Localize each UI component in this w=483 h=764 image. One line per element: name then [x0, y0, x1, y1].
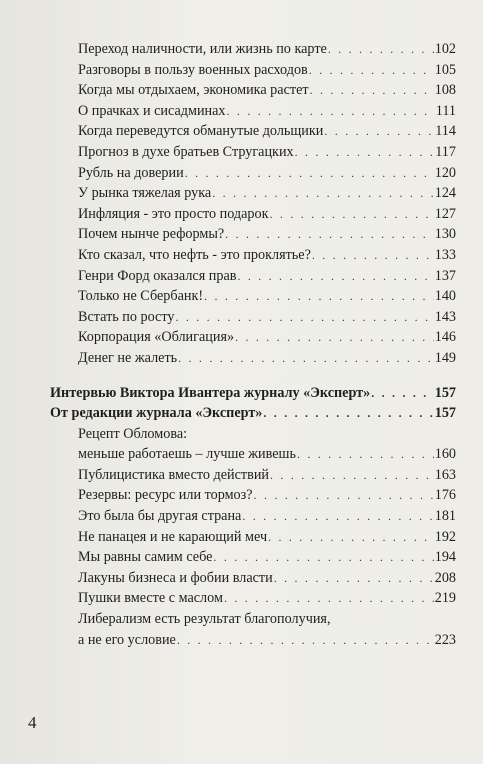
table-of-contents — [50, 39, 456, 650]
toc-entry-page: 176 — [434, 487, 456, 504]
toc-entry-title: Резервы: ресурс или тормоз? — [78, 487, 253, 504]
toc-entry-page: 108 — [434, 82, 456, 99]
toc-leader — [312, 245, 434, 266]
toc-entry-page: 194 — [434, 549, 456, 566]
toc-entry-title: а не его условие — [78, 631, 176, 648]
toc-leader — [254, 485, 434, 506]
toc-entry — [78, 142, 456, 163]
toc-leader — [225, 224, 434, 245]
toc-entry-title: Переход наличности, или жизнь по карте — [78, 41, 327, 57]
toc-leader — [263, 403, 433, 424]
toc-entry-page: 160 — [434, 446, 456, 463]
toc-entry-title: Пушки вместе с маслом — [78, 590, 223, 607]
toc-entry-title: Денег не жалеть — [78, 349, 178, 366]
toc-entry-title: Мы равны самим себе — [78, 549, 213, 566]
toc-entry-title: Почем нынче реформы? — [78, 226, 225, 243]
toc-leader — [235, 327, 434, 348]
page-number: 4 — [28, 713, 37, 732]
toc-leader — [242, 506, 433, 527]
toc-entry — [78, 348, 456, 369]
toc-leader — [297, 444, 434, 465]
toc-leader — [270, 204, 434, 225]
toc-entry-page: 149 — [434, 349, 456, 366]
toc-entry — [78, 80, 456, 101]
toc-entry-page: 208 — [434, 569, 456, 586]
toc-entry — [78, 547, 456, 568]
toc-leader — [224, 588, 434, 609]
toc-leader — [213, 547, 433, 568]
toc-section-page: 157 — [434, 384, 456, 401]
toc-entry-page: 140 — [434, 288, 456, 305]
toc-entry — [78, 224, 456, 245]
toc-entry-page: 105 — [434, 61, 456, 78]
toc-entry-page: 111 — [435, 102, 456, 119]
toc-entry-oblomov-line1 — [78, 424, 456, 445]
toc-leader — [309, 60, 434, 81]
toc-leader — [177, 630, 434, 651]
toc-entry-title: меньше работаешь – лучше живешь — [78, 446, 296, 463]
toc-entry — [78, 568, 456, 589]
toc-entry — [78, 307, 456, 328]
toc-leader — [175, 307, 433, 328]
toc-entry — [78, 183, 456, 204]
toc-leader — [328, 39, 434, 60]
toc-entry — [78, 527, 456, 548]
toc-leader — [270, 465, 434, 486]
toc-section-title: От редакции журнала «Эксперт» — [50, 405, 263, 422]
toc-entry-page: 124 — [434, 185, 456, 202]
toc-leader — [178, 348, 434, 369]
toc-entry-liberal-line1 — [78, 609, 456, 630]
toc-section-page: 157 — [434, 405, 456, 422]
section-gap — [78, 369, 456, 383]
toc-entry-title: Рецепт Обломова: — [78, 425, 188, 442]
toc-entry-title: Встать по росту — [78, 308, 175, 325]
toc-list-a — [78, 39, 456, 369]
toc-entry-title: Лакуны бизнеса и фобии власти — [78, 569, 273, 586]
toc-entry-title: О прачках и сисадминах — [78, 102, 226, 119]
toc-entry — [78, 121, 456, 142]
toc-entry — [78, 266, 456, 287]
toc-section-title: Интервью Виктора Ивантера журналу «Эксперт» — [50, 384, 371, 401]
toc-entry — [78, 163, 456, 184]
toc-entry-page: 130 — [434, 226, 456, 243]
toc-entry-page: 163 — [434, 466, 456, 483]
toc-leader — [268, 527, 434, 548]
toc-entry-page: 117 — [435, 143, 456, 160]
toc-entry-title: У рынка тяжелая рука — [78, 185, 212, 202]
toc-entry-oblomov — [78, 444, 456, 465]
toc-section-editorial — [50, 403, 456, 424]
toc-entry-title: Когда мы отдыхаем, экономика растет — [78, 82, 309, 99]
toc-leader — [185, 163, 434, 184]
toc-entry-page: 192 — [434, 528, 456, 545]
toc-entry-page: 146 — [434, 329, 456, 346]
toc-entry-title: Кто сказал, что нефть - это проклятье? — [78, 246, 311, 263]
toc-entry — [78, 60, 456, 81]
toc-entry-page: 223 — [434, 631, 456, 648]
toc-entry — [78, 204, 456, 225]
toc-entry — [78, 327, 456, 348]
toc-entry-title: Прогноз в духе братьев Стругацких — [78, 143, 294, 160]
toc-entry-title: Это была бы другая страна — [78, 508, 242, 525]
toc-entry-title: Когда переведутся обманутые дольщики — [78, 123, 324, 140]
toc-entry-page: 133 — [434, 246, 456, 263]
toc-section-interview — [50, 383, 456, 404]
toc-entry-liberal — [78, 630, 456, 651]
toc-entry-title: Генри Форд оказался прав — [78, 267, 237, 284]
toc-entry-title: Инфляция - это просто подарок — [78, 205, 269, 222]
toc-entry-page: 127 — [434, 205, 456, 222]
toc-entry-page: 102 — [434, 41, 456, 57]
toc-entry — [78, 485, 456, 506]
toc-entry-page: 120 — [434, 164, 456, 181]
toc-entry-title: Разговоры в пользу военных расходов — [78, 61, 308, 78]
toc-leader — [212, 183, 434, 204]
toc-entry-page: 143 — [434, 308, 456, 325]
toc-leader — [295, 142, 435, 163]
toc-leader — [371, 383, 433, 404]
toc-entry — [78, 506, 456, 527]
toc-entry-title: Корпорация «Облигация» — [78, 329, 235, 346]
toc-entry — [78, 245, 456, 266]
toc-entry — [78, 465, 456, 486]
toc-leader — [204, 286, 434, 307]
toc-entry-page: 114 — [435, 123, 456, 140]
toc-entry-title: Не панацея и не карающий меч — [78, 528, 268, 545]
toc-leader — [310, 80, 434, 101]
toc-entry-title: Публицистика вместо действий — [78, 466, 270, 483]
toc-leader — [274, 568, 434, 589]
toc-list-b — [78, 465, 456, 609]
toc-entry-title: Рубль на доверии — [78, 164, 184, 181]
toc-entry-title: Только не Сбербанк! — [78, 288, 204, 305]
toc-leader — [237, 266, 433, 287]
toc-leader — [324, 121, 434, 142]
toc-entry — [78, 101, 456, 122]
toc-entry — [78, 588, 456, 609]
toc-leader — [227, 101, 435, 122]
toc-entry-title: Либерализм есть результат благополучия, — [78, 611, 331, 628]
toc-entry — [78, 286, 456, 307]
toc-entry-page: 137 — [434, 267, 456, 284]
toc-entry-page: 219 — [434, 590, 456, 607]
toc-entry — [78, 39, 456, 60]
toc-entry-page: 181 — [434, 508, 456, 525]
